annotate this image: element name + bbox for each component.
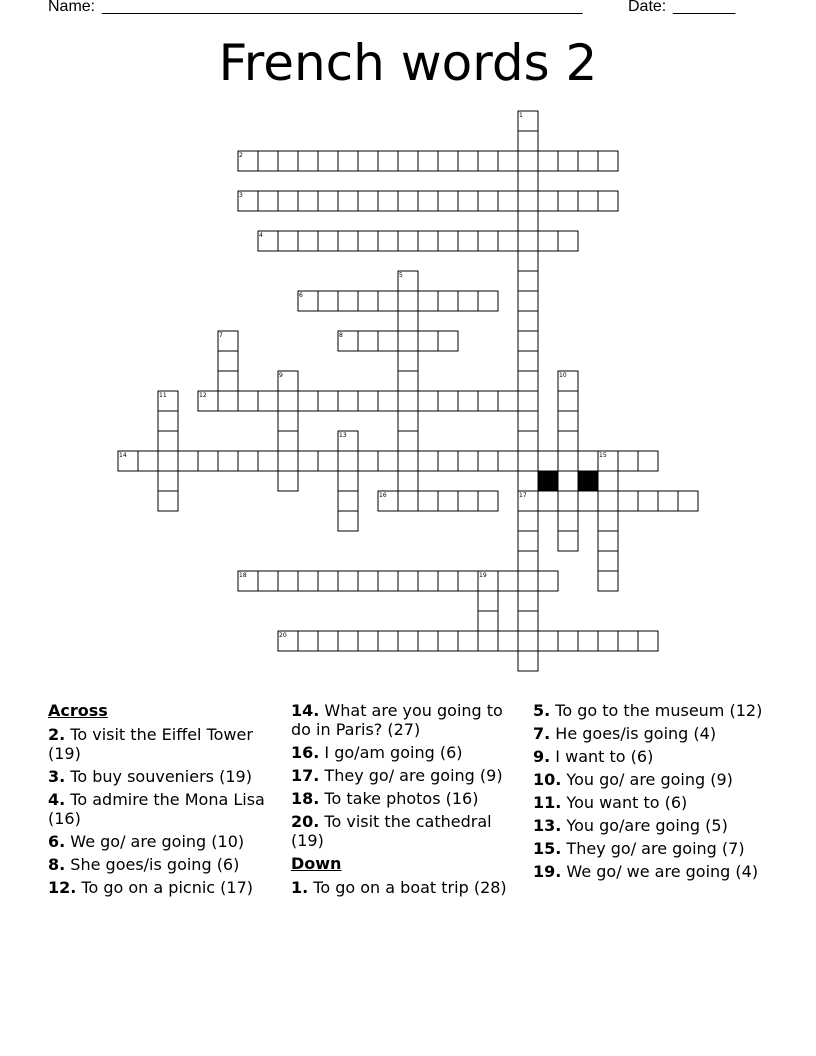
grid-cell[interactable] [558,231,578,251]
grid-cell[interactable] [318,571,338,591]
grid-cell[interactable] [478,191,498,211]
grid-cell[interactable] [378,451,398,471]
grid-cell[interactable] [338,631,358,651]
grid-cell[interactable] [158,491,178,511]
page-title: French words 2 [218,34,598,92]
grid-cell[interactable] [578,631,598,651]
grid-cell[interactable] [298,391,318,411]
grid-cell[interactable] [478,491,498,511]
clue-item [533,724,763,743]
grid-cell[interactable] [398,451,418,471]
grid-cell[interactable] [478,291,498,311]
grid-cell[interactable] [258,151,278,171]
grid-cell[interactable] [218,371,238,391]
grid-cell[interactable] [398,391,418,411]
grid-cell[interactable] [578,451,598,471]
cell-number: 19 [479,572,487,579]
cell-number: 6 [299,292,303,299]
grid-cell[interactable] [218,451,238,471]
grid-cell[interactable] [158,431,178,451]
grid-cell[interactable] [458,191,478,211]
grid-cell[interactable] [278,151,298,171]
clue-text: He goes/is going (4) [550,724,717,743]
grid-cell[interactable] [398,491,418,511]
clue-item [291,812,521,850]
grid-cell[interactable] [398,191,418,211]
cell-number: 9 [279,372,283,379]
clue-text: What are you going to do in Paris? (27) [291,701,503,739]
grid-cell[interactable] [318,191,338,211]
date-label: Date: [628,0,667,15]
grid-cell[interactable] [578,151,598,171]
clue-number: 1. [291,878,309,897]
grid-cell[interactable] [278,471,298,491]
cell-number: 16 [379,492,387,499]
grid-cell[interactable] [318,451,338,471]
grid-cell[interactable] [338,471,358,491]
grid-cell[interactable] [518,531,538,551]
grid-cell[interactable] [158,411,178,431]
grid-cell[interactable] [598,191,618,211]
grid-cell[interactable] [398,151,418,171]
grid-cell[interactable] [498,151,518,171]
grid-cell[interactable] [338,151,358,171]
cell-number: 3 [239,192,243,199]
grid-cell[interactable] [558,411,578,431]
grid-cell[interactable] [418,491,438,511]
clue-text: To go on a picnic (17) [76,878,254,897]
grid-cell[interactable] [498,631,518,651]
clue-number: 16. [291,743,320,762]
grid-cell[interactable] [338,291,358,311]
clue-number: 5. [533,701,551,720]
cell-number: 10 [559,372,567,379]
grid-cell[interactable] [518,571,538,591]
grid-cell[interactable] [378,191,398,211]
clue-text: You go/ are going (9) [561,770,733,789]
clue-list-col3 [533,701,763,881]
clue-number: 3. [48,767,66,786]
grid-cell[interactable] [598,471,618,491]
grid-cell[interactable] [518,371,538,391]
clue-text: To buy souveniers (19) [65,767,252,786]
grid-cell[interactable] [358,231,378,251]
grid-cell[interactable] [378,571,398,591]
grid-cell[interactable] [178,451,198,471]
grid-cell[interactable] [318,151,338,171]
grid-cell[interactable] [558,511,578,531]
grid-cell[interactable] [398,311,418,331]
grid-cell[interactable] [318,291,338,311]
grid-cell[interactable] [378,391,398,411]
grid-cell[interactable] [558,531,578,551]
cell-number: 8 [339,332,343,339]
clue-item [533,701,763,720]
grid-cell[interactable] [458,631,478,651]
clue-text: To take photos (16) [319,789,479,808]
grid-cell[interactable] [338,491,358,511]
grid-cell[interactable] [438,391,458,411]
grid-cell[interactable] [438,491,458,511]
grid-cell[interactable] [418,291,438,311]
grid-cell[interactable] [418,331,438,351]
grid-cell[interactable] [358,331,378,351]
grid-cell[interactable] [258,191,278,211]
clue-number: 19. [533,862,562,881]
cell-number: 15 [599,452,607,459]
grid-cell[interactable] [538,191,558,211]
clue-item [48,767,278,786]
clue-number: 4. [48,790,66,809]
grid-cell[interactable] [478,451,498,471]
clue-text: You go/are going (5) [561,816,728,835]
clue-item [533,862,763,881]
clue-text: I want to (6) [550,747,654,766]
grid-cell[interactable] [378,331,398,351]
clue-number: 2. [48,725,66,744]
grid-cell[interactable] [358,291,378,311]
grid-cell[interactable] [198,451,218,471]
across-heading: Across [48,701,108,720]
name-blank-line[interactable]: ______________________________________________________ [102,0,583,15]
grid-cell[interactable] [518,291,538,311]
grid-cell[interactable] [278,191,298,211]
grid-cell[interactable] [558,451,578,471]
grid-cell[interactable] [418,231,438,251]
grid-cell[interactable] [518,131,538,151]
grid-cell[interactable] [618,491,638,511]
grid-cell[interactable] [538,451,558,471]
grid-cell[interactable] [398,351,418,371]
grid-cell[interactable] [558,151,578,171]
grid-cell[interactable] [598,631,618,651]
grid-cell[interactable] [258,391,278,411]
clue-column-3 [533,701,763,885]
grid-cell[interactable] [558,491,578,511]
grid-cell[interactable] [378,231,398,251]
clue-item [291,878,521,897]
clue-number: 7. [533,724,551,743]
grid-cell[interactable] [558,431,578,451]
clue-item [533,793,763,812]
clue-text: She goes/is going (6) [65,855,240,874]
clue-item [48,725,278,763]
grid-cell[interactable] [498,191,518,211]
grid-cell[interactable] [158,451,178,471]
grid-cell[interactable] [638,491,658,511]
grid-cell[interactable] [158,471,178,491]
grid-cell[interactable] [458,231,478,251]
grid-cell[interactable] [278,451,298,471]
cell-number: 1 [519,112,523,119]
grid-cell[interactable] [518,251,538,271]
grid-cell[interactable] [338,511,358,531]
grid-cell[interactable] [498,571,518,591]
grid-cell[interactable] [518,591,538,611]
clue-number: 11. [533,793,562,812]
cell-number: 18 [239,572,247,579]
grid-cell[interactable] [478,611,498,631]
grid-cell[interactable] [398,571,418,591]
clue-text: We go/ we are going (4) [561,862,759,881]
clue-list-col1 [48,725,278,897]
grid-cell[interactable] [518,271,538,291]
grid-cell[interactable] [518,231,538,251]
grid-cell[interactable] [238,391,258,411]
grid-cell[interactable] [538,151,558,171]
grid-cell[interactable] [558,471,578,491]
grid-cell[interactable] [598,531,618,551]
grid-cell[interactable] [478,391,498,411]
grid-cell[interactable] [518,351,538,371]
grid-cell[interactable] [398,471,418,491]
grid-cell[interactable] [398,431,418,451]
grid-cell[interactable] [458,391,478,411]
clue-list-col2-down [291,878,521,897]
grid-cell[interactable] [318,631,338,651]
grid-cell[interactable] [398,631,418,651]
black-cell [538,471,558,491]
grid-cell[interactable] [518,471,538,491]
cell-number: 2 [239,152,243,159]
grid-cell[interactable] [518,451,538,471]
cell-number: 4 [259,232,263,239]
grid-cell[interactable] [398,231,418,251]
cell-number: 14 [119,452,127,459]
clue-number: 20. [291,812,320,831]
grid-cell[interactable] [278,431,298,451]
grid-cell[interactable] [358,191,378,211]
grid-cell[interactable] [558,191,578,211]
clue-number: 13. [533,816,562,835]
grid-cell[interactable] [518,191,538,211]
clue-text: To admire the Mona Lisa (16) [48,790,265,828]
cell-number: 11 [159,392,167,399]
cell-number: 17 [519,492,527,499]
grid-cell[interactable] [518,431,538,451]
clue-text: To visit the Eiffel Tower (19) [48,725,253,763]
grid-cell[interactable] [478,591,498,611]
clue-item [533,839,763,858]
clue-text: To visit the cathedral (19) [291,812,492,850]
grid-cell[interactable] [358,451,378,471]
grid-cell[interactable] [298,631,318,651]
grid-cell[interactable] [478,631,498,651]
grid-cell[interactable] [298,191,318,211]
grid-cell[interactable] [298,571,318,591]
grid-cell[interactable] [398,331,418,351]
grid-cell[interactable] [538,631,558,651]
clue-item [48,855,278,874]
clue-item [533,816,763,835]
grid-cell[interactable] [418,451,438,471]
grid-cell[interactable] [558,631,578,651]
grid-cell[interactable] [458,151,478,171]
clue-text: To go on a boat trip (28) [308,878,507,897]
grid-cell[interactable] [518,311,538,331]
grid-cell[interactable] [598,511,618,531]
grid-cell[interactable] [418,151,438,171]
grid-cell[interactable] [618,631,638,651]
grid-cell[interactable] [258,571,278,591]
grid-cell[interactable] [378,291,398,311]
grid-cell[interactable] [338,451,358,471]
clue-text: To go to the museum (12) [550,701,763,720]
clue-number: 14. [291,701,320,720]
name-label: Name: [48,0,96,15]
grid-cell[interactable] [658,491,678,511]
grid-cell[interactable] [518,551,538,571]
clue-text: You want to (6) [561,793,688,812]
grid-cell[interactable] [498,231,518,251]
grid-cell[interactable] [278,571,298,591]
clue-list-col2-across [291,701,521,850]
clue-item [533,770,763,789]
grid-cell[interactable] [598,571,618,591]
grid-cell[interactable] [238,451,258,471]
grid-cell[interactable] [598,551,618,571]
grid-cell[interactable] [338,191,358,211]
clue-item [48,790,278,828]
clue-item [48,832,278,851]
grid-cell[interactable] [518,631,538,651]
grid-cell[interactable] [458,291,478,311]
grid-cell[interactable] [358,631,378,651]
grid-cell[interactable] [218,391,238,411]
grid-cell[interactable] [378,631,398,651]
grid-cell[interactable] [338,231,358,251]
grid-cell[interactable] [598,151,618,171]
grid-cell[interactable] [278,231,298,251]
grid-cell[interactable] [358,391,378,411]
grid-cell[interactable] [298,231,318,251]
clue-text: We go/ are going (10) [65,832,245,851]
grid-cell[interactable] [458,491,478,511]
grid-cell[interactable] [518,511,538,531]
clue-text: They go/ are going (9) [319,766,503,785]
clue-number: 9. [533,747,551,766]
clue-text: They go/ are going (7) [561,839,745,858]
grid-cell[interactable] [458,571,478,591]
grid-cell[interactable] [418,631,438,651]
grid-cell[interactable] [258,451,278,471]
grid-cell[interactable] [638,631,658,651]
clue-column-1 [48,701,278,901]
grid-cell[interactable] [498,391,518,411]
grid-cell[interactable] [438,191,458,211]
grid-cell[interactable] [438,151,458,171]
grid-cell[interactable] [438,451,458,471]
grid-cell[interactable] [578,191,598,211]
grid-cell[interactable] [458,451,478,471]
grid-cell[interactable] [278,391,298,411]
clue-number: 10. [533,770,562,789]
grid-cell[interactable] [358,571,378,591]
clue-number: 12. [48,878,77,897]
grid-cell[interactable] [538,571,558,591]
grid-cell[interactable] [398,291,418,311]
grid-cell[interactable] [498,451,518,471]
clue-number: 18. [291,789,320,808]
down-heading: Down [291,854,342,873]
grid-cell[interactable] [138,451,158,471]
clue-item [533,747,763,766]
black-cell [578,471,598,491]
clue-number: 6. [48,832,66,851]
cell-number: 7 [219,332,223,339]
grid-cell[interactable] [558,391,578,411]
grid-cell[interactable] [278,411,298,431]
grid-cell[interactable] [418,191,438,211]
grid-cell[interactable] [338,571,358,591]
clue-text: I go/am going (6) [319,743,463,762]
clue-number: 17. [291,766,320,785]
grid-cell[interactable] [618,451,638,471]
clue-item [291,766,521,785]
cell-number: 20 [279,632,287,639]
grid-cell[interactable] [478,151,498,171]
cell-number: 12 [199,392,207,399]
grid-cell[interactable] [438,571,458,591]
grid-cell[interactable] [338,391,358,411]
grid-cell[interactable] [578,491,598,511]
grid-cell[interactable] [298,451,318,471]
clue-number: 15. [533,839,562,858]
clue-item [291,701,521,739]
grid-cell[interactable] [418,391,438,411]
cell-number: 13 [339,432,347,439]
grid-cell[interactable] [598,491,618,511]
clue-column-2 [291,701,521,901]
clue-item [291,789,521,808]
grid-cell[interactable] [538,231,558,251]
clue-item [48,878,278,897]
grid-cell[interactable] [398,411,418,431]
grid-cell[interactable] [438,291,458,311]
grid-cell[interactable] [378,151,398,171]
clue-item [291,743,521,762]
grid-cell[interactable] [438,631,458,651]
grid-cell[interactable] [518,331,538,351]
grid-cell[interactable] [538,491,558,511]
grid-cell[interactable] [638,451,658,471]
grid-cell[interactable] [438,231,458,251]
grid-cell[interactable] [318,231,338,251]
grid-cell[interactable] [518,411,538,431]
grid-cell[interactable] [318,391,338,411]
grid-cell[interactable] [218,351,238,371]
grid-cell[interactable] [678,491,698,511]
grid-cell[interactable] [518,611,538,631]
grid-cell[interactable] [358,151,378,171]
grid-cell[interactable] [518,391,538,411]
grid-cell[interactable] [398,371,418,391]
grid-cell[interactable] [298,151,318,171]
grid-cell[interactable] [478,231,498,251]
grid-cell[interactable] [518,151,538,171]
grid-cell[interactable] [518,171,538,191]
grid-cell[interactable] [418,571,438,591]
grid-cell[interactable] [438,331,458,351]
grid-cell[interactable] [518,211,538,231]
cell-number: 5 [399,272,403,279]
clue-number: 8. [48,855,66,874]
grid-cell[interactable] [518,651,538,671]
date-blank-line[interactable]: _______ [673,0,736,15]
